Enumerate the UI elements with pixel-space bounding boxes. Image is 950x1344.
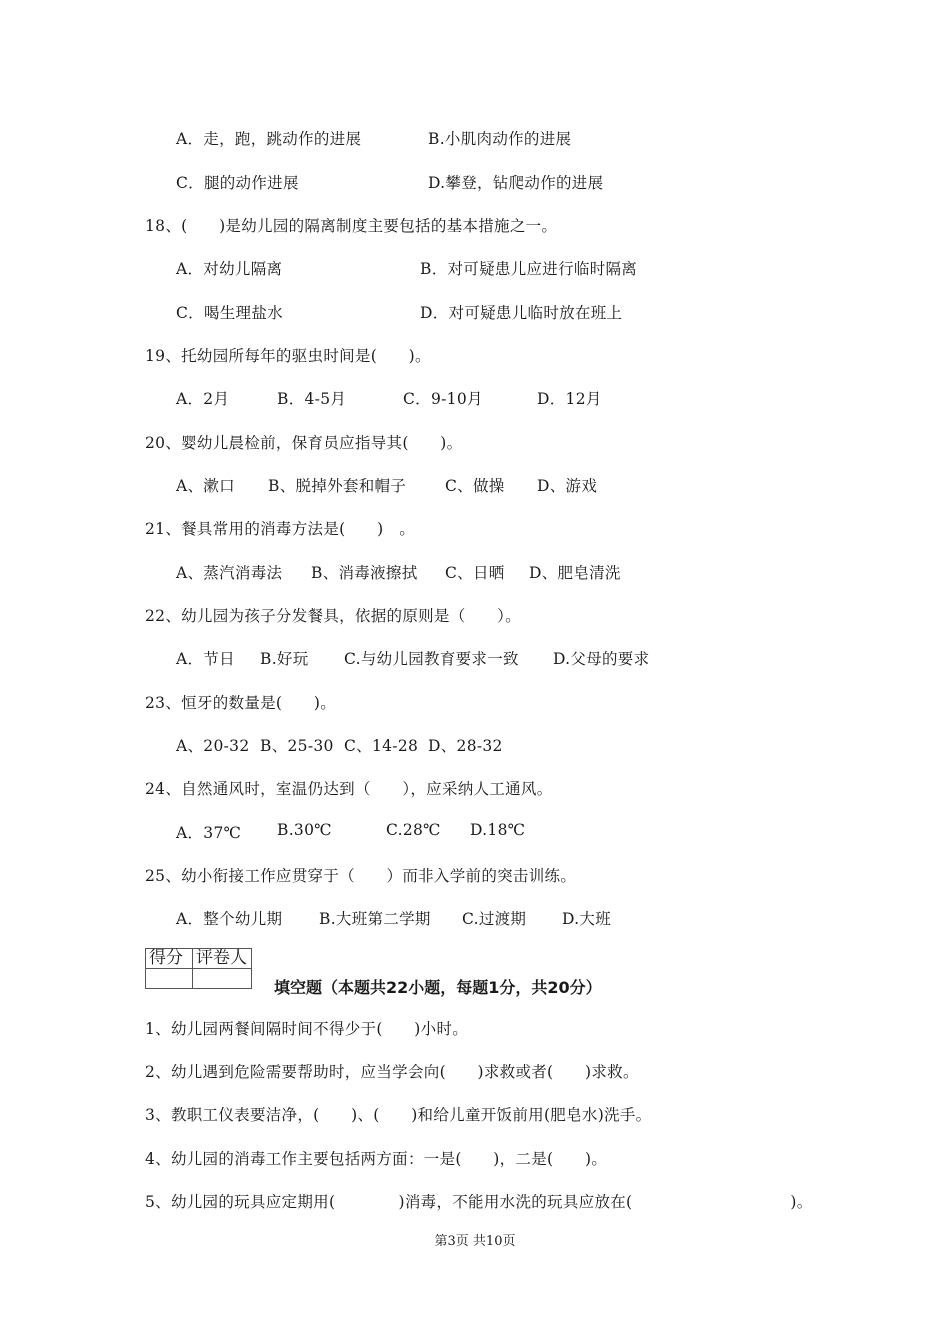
q21-option-b: B、消毒液擦拭 bbox=[311, 564, 418, 582]
q25-option-b: B.大班第二学期 bbox=[319, 910, 431, 928]
q20-option-b: B、脱掉外套和帽子 bbox=[268, 477, 407, 495]
q21-option-c: C、日晒 bbox=[445, 564, 505, 582]
question-23-stem: 23、恒牙的数量是( )。 bbox=[145, 694, 337, 712]
q18-option-a: A．对幼儿隔离 bbox=[176, 260, 283, 278]
q24-option-d: D.18℃ bbox=[470, 821, 526, 839]
question-20-stem: 20、婴幼儿晨检前，保育员应指导其( )。 bbox=[145, 434, 463, 452]
q20-option-a: A、漱口 bbox=[176, 477, 235, 495]
q23-option-d: D、28-32 bbox=[428, 737, 503, 755]
q25-option-c: C.过渡期 bbox=[462, 910, 527, 928]
q24-option-b: B.30℃ bbox=[277, 821, 332, 839]
score-label: 得分 bbox=[146, 949, 193, 969]
q22-option-b: B.好玩 bbox=[260, 650, 309, 668]
fill-blank-question: 2、幼儿遇到危险需要帮助时，应当学会向( )求救或者( )求救。 bbox=[145, 1063, 639, 1081]
q19-option-a: A．2月 bbox=[176, 390, 230, 408]
q24-option-c: C.28℃ bbox=[386, 821, 441, 839]
q17-option-b: B.小肌肉动作的进展 bbox=[428, 130, 572, 148]
fill-blank-question: 5、幼儿园的玩具应定期用( )消毒，不能用水洗的玩具应放在( )。 bbox=[145, 1193, 813, 1211]
q23-option-b: B、25-30 bbox=[260, 737, 334, 755]
q19-option-d: D．12月 bbox=[537, 390, 602, 408]
q18-option-c: C．喝生理盐水 bbox=[176, 304, 283, 322]
q25-option-a: A．整个幼儿期 bbox=[176, 910, 283, 928]
question-25-stem: 25、幼小衔接工作应贯穿于（ ）而非入学前的突击训练。 bbox=[145, 867, 577, 885]
q17-option-c: C．腿的动作进展 bbox=[176, 174, 299, 192]
q23-option-c: C、14-28 bbox=[344, 737, 419, 755]
score-cell bbox=[146, 969, 193, 989]
question-24-stem: 24、自然通风时，室温仍达到（ ），应采纳人工通风。 bbox=[145, 780, 553, 798]
grader-label: 评卷人 bbox=[193, 949, 252, 969]
section-title: 填空题（本题共22小题，每题1分，共20分） bbox=[274, 978, 602, 997]
q22-option-d: D.父母的要求 bbox=[553, 650, 650, 668]
q22-option-c: C.与幼儿园教育要求一致 bbox=[344, 650, 519, 668]
q19-option-c: C．9-10月 bbox=[403, 390, 483, 408]
q23-option-a: A、20-32 bbox=[176, 737, 250, 755]
score-table bbox=[145, 948, 252, 989]
question-18-stem: 18、( )是幼儿园的隔离制度主要包括的基本措施之一。 bbox=[145, 217, 558, 235]
q19-option-b: B．4-5月 bbox=[277, 390, 347, 408]
fill-blank-question: 3、教职工仪表要洁净，( )、( )和给儿童开饭前用(肥皂水)洗手。 bbox=[145, 1106, 652, 1124]
q22-option-a: A．节日 bbox=[176, 650, 235, 668]
q25-option-d: D.大班 bbox=[562, 910, 612, 928]
q24-option-a: A．37℃ bbox=[176, 824, 242, 842]
q17-option-d: D.攀登，钻爬动作的进展 bbox=[428, 174, 604, 192]
grader-cell bbox=[193, 969, 252, 989]
page-footer: 第3页 共10页 bbox=[434, 1234, 516, 1249]
q17-option-a: A．走，跑，跳动作的进展 bbox=[176, 130, 362, 148]
q18-option-d: D．对可疑患儿临时放在班上 bbox=[420, 304, 623, 322]
q18-option-b: B．对可疑患儿应进行临时隔离 bbox=[420, 260, 638, 278]
question-21-stem: 21、餐具常用的消毒方法是( ) 。 bbox=[145, 520, 416, 538]
q20-option-c: C、做操 bbox=[445, 477, 505, 495]
q20-option-d: D、游戏 bbox=[537, 477, 598, 495]
q21-option-a: A、蒸汽消毒法 bbox=[176, 564, 283, 582]
question-22-stem: 22、幼儿园为孩子分发餐具，依据的原则是（ ）。 bbox=[145, 607, 521, 625]
question-19-stem: 19、托幼园所每年的驱虫时间是( )。 bbox=[145, 347, 431, 365]
fill-blank-question: 4、幼儿园的消毒工作主要包括两方面：一是( )，二是( )。 bbox=[145, 1150, 608, 1168]
q21-option-d: D、肥皂清洗 bbox=[529, 564, 621, 582]
fill-blank-question: 1、幼儿园两餐间隔时间不得少于( )小时。 bbox=[145, 1020, 469, 1038]
